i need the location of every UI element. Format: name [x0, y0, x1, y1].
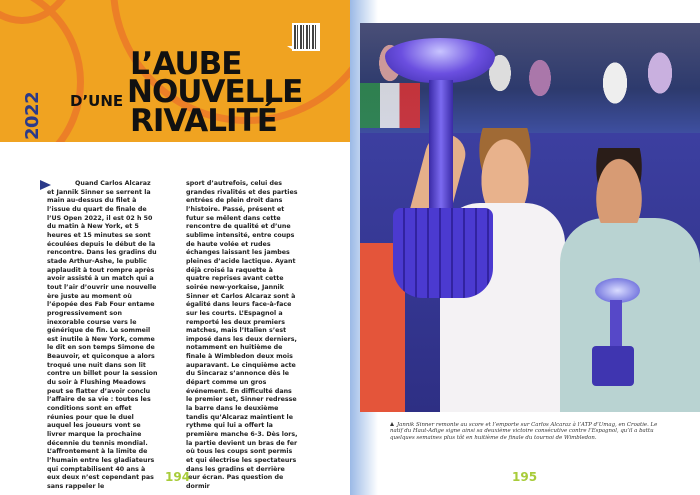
caption-triangle-icon — [390, 422, 394, 426]
body-text-2: sport d’autrefois, celui des grandes rivalités et des parties entrées de plein droit dans l’histoire. Passé, présent et futur se mêlent dans cette rencontre de qualité et d’une sublime intensité, entre coups de haute volée et rudes échanges laissant les jambes pleines d’acide lactique. Ayant déjà croisé la raquette à quatre reprises avant cette soirée new-yorkaise, Jannik Sinner et Carlos Alcaraz sont à égalité dans leurs face-à-face sur les courts. L’Espagnol a remporté les deux premiers matches, mais l’Italien s’est imposé dans les deux derniers, notamment en huitième de finale à Wimbledon deux mois auparavant. Le cinquième acte du Sincaraz s’annonce dès le départ comme un gros événement. En difficulté dans le premier set, Sinner redresse la barre dans le deuxième tandis qu’Alcaraz maintient le rythme qui lui a offert la première manche 6-3. Dès lors, la partie devient un bras de fer où tous les coups sont permis et qui électrise les spectateurs dans les gradins et derrière leur écran. Pas question de dormir — [186, 180, 298, 490]
page-number-right: 195 — [512, 470, 538, 484]
right-page — [350, 0, 700, 495]
title-line-2-big: NOUVELLE — [127, 74, 303, 110]
title-line-1: L’AUBE — [130, 46, 242, 82]
runner-up-trophy — [590, 278, 640, 388]
body-column-1 — [47, 180, 159, 492]
qr-code-icon[interactable] — [292, 23, 320, 51]
body-text-1: Quand Carlos Alcaraz et Jannik Sinner se serrent la main au-dessus du filet à l’issue du quart de finale de l’US Open 2022, il est 02 h 50 du matin à New York, et 5 heures et 15 minutes se sont écoulées depuis le début de la rencontre. Dans les gradins du stade Arthur-Ashe, le public applaudit à tout rompre après avoir assisté à un match qui a tout l’air d’ouvrir une nouvelle ère juste au moment où l’épopée des Fab Four entame progressivement son inexorable course vers le générique de fin. Le sommeil est inutile à New York, comme le dit en son temps Simone de Beauvoir, et quiconque a alors troqué une nuit dans son lit contre un billet pour la session du soir à Flushing Meadows peut se flatter d’avoir conclu l’affaire de sa vie : toutes les conditions sont en effet réunies pour que le duel auquel les joueurs vont se livrer marque la prochaine décennie du tennis mondial. L’affrontement à la limite de l’humain entre les gladiateurs qui comptabilisent 40 ans à eux deux n’est cependant pas sans rappeler le — [47, 180, 158, 490]
title-line-3: RIVALITÉ — [130, 103, 277, 139]
title-banner — [0, 0, 350, 142]
photo-caption — [390, 422, 660, 441]
title-line-2-small: D’UNE — [70, 92, 124, 110]
winner-trophy — [385, 38, 495, 288]
body-column-2 — [186, 180, 298, 492]
year-label: 2022 — [22, 91, 43, 140]
caption-text: Jannik Sinner remonte au score et l’emporte sur Carlos Alcaraz à l’ATP d’Umag, en Croatie. Le natif du Haut-Adige signe ainsi sa deuxième victoire consécutive contre l’Espagnol, qu’il a battu quelques semaines plus tôt en huitième de finale du tournoi de Wimbledon. — [390, 422, 658, 441]
page-number-left: 194 — [165, 470, 191, 484]
trophy-photo — [360, 23, 700, 412]
